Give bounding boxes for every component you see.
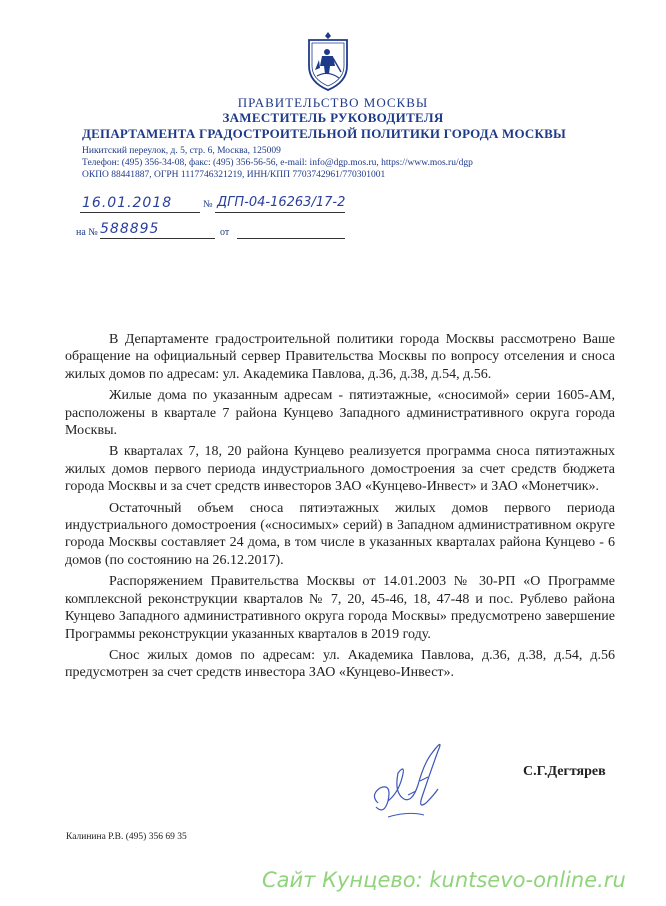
moscow-coat-of-arms-icon — [303, 30, 353, 92]
department-codes: ОКПО 88441887, ОГРН 1117746321219, ИНН/КПП 7703742961/770301001 — [82, 170, 386, 180]
department-title: ДЕПАРТАМЕНТА ГРАДОСТРОИТЕЛЬНОЙ ПОЛИТИКИ ГОРОДА МОСКВЫ — [82, 126, 566, 141]
letter-date: 16.01.2018 — [82, 195, 173, 211]
body-paragraph: Снос жилых домов по адресам: ул. Академика Павлова, д.36, д.38, д.54, д.56 предусмотрен за счет средств инвестора ЗАО «Кунцево-Инвест». — [65, 647, 615, 681]
body-paragraph: В кварталах 7, 18, 20 района Кунцево реализуется программа сноса пятиэтажных жилых домов первого периода индустриального домостроения за счет средств бюджета города Москвы и за счет средств инвесторов ЗАО «Кунцево-Инвест» и ЗАО «Монетчик». — [65, 444, 615, 495]
executor-contact: Калинина Р.В. (495) 356 69 35 — [66, 832, 187, 842]
reference-underline — [100, 238, 215, 239]
date-underline — [80, 212, 200, 213]
site-watermark: Сайт Кунцево: kuntsevo-online.ru — [262, 868, 626, 892]
signer-name: С.Г.Дегтярев — [523, 764, 606, 779]
government-title: ПРАВИТЕЛЬСТВО МОСКВЫ — [237, 95, 429, 110]
body-paragraph: Жилые дома по указанным адресам - пятиэтажные, «сносимой» серии 1605-АМ, расположены в квартале 7 района Кунцево Западного административного округа города Москвы. — [65, 388, 615, 439]
department-contacts: Телефон: (495) 356-34-08, факс: (495) 356-56-56, e-mail: info@dgp.mos.ru, https://www.mos.ru/dgp — [82, 158, 473, 168]
from-underline — [237, 238, 345, 239]
letter-number: ДГП-04-16263/17-2 — [217, 195, 346, 210]
number-label: № — [203, 199, 213, 210]
reference-number: 588895 — [100, 221, 160, 237]
position-title: ЗАМЕСТИТЕЛЬ РУКОВОДИТЕЛЯ — [222, 110, 444, 125]
department-address: Никитский переулок, д. 5, стр. 6, Москва, 125009 — [82, 146, 281, 156]
body-paragraph: Распоряжением Правительства Москвы от 14.01.2003 № 30-РП «О Программе комплексной реконструкции кварталов № 7, 20, 45-46, 18, 47-48 и пос. Рублево района Кунцево Западного административного округа города Москвы» предусмотрено завершение Программы реконструкции указанных кварталов в 2019 году. — [65, 574, 615, 642]
reference-label: на № — [76, 227, 98, 238]
letter-body — [65, 331, 615, 686]
body-paragraph: В Департаменте градостроительной политики города Москвы рассмотрено Ваше обращение на официальный сервер Правительства Москвы по вопросу отселения и сноса жилых домов по адресам: ул. Академика Павлова, д.36, д.38, д.54, д.56. — [65, 332, 615, 382]
from-label: от — [220, 227, 230, 238]
handwritten-signature — [368, 733, 468, 833]
number-underline — [215, 212, 345, 213]
body-paragraph: Остаточный объем сноса пятиэтажных жилых домов первого периода индустриального домостроения («сносимых» серий) в Западном административном округе города Москвы составляет 24 дома, в том числе в указанных кварталах района Кунцево - 6 домов (по состоянию на 26.12.2017). — [65, 500, 615, 568]
